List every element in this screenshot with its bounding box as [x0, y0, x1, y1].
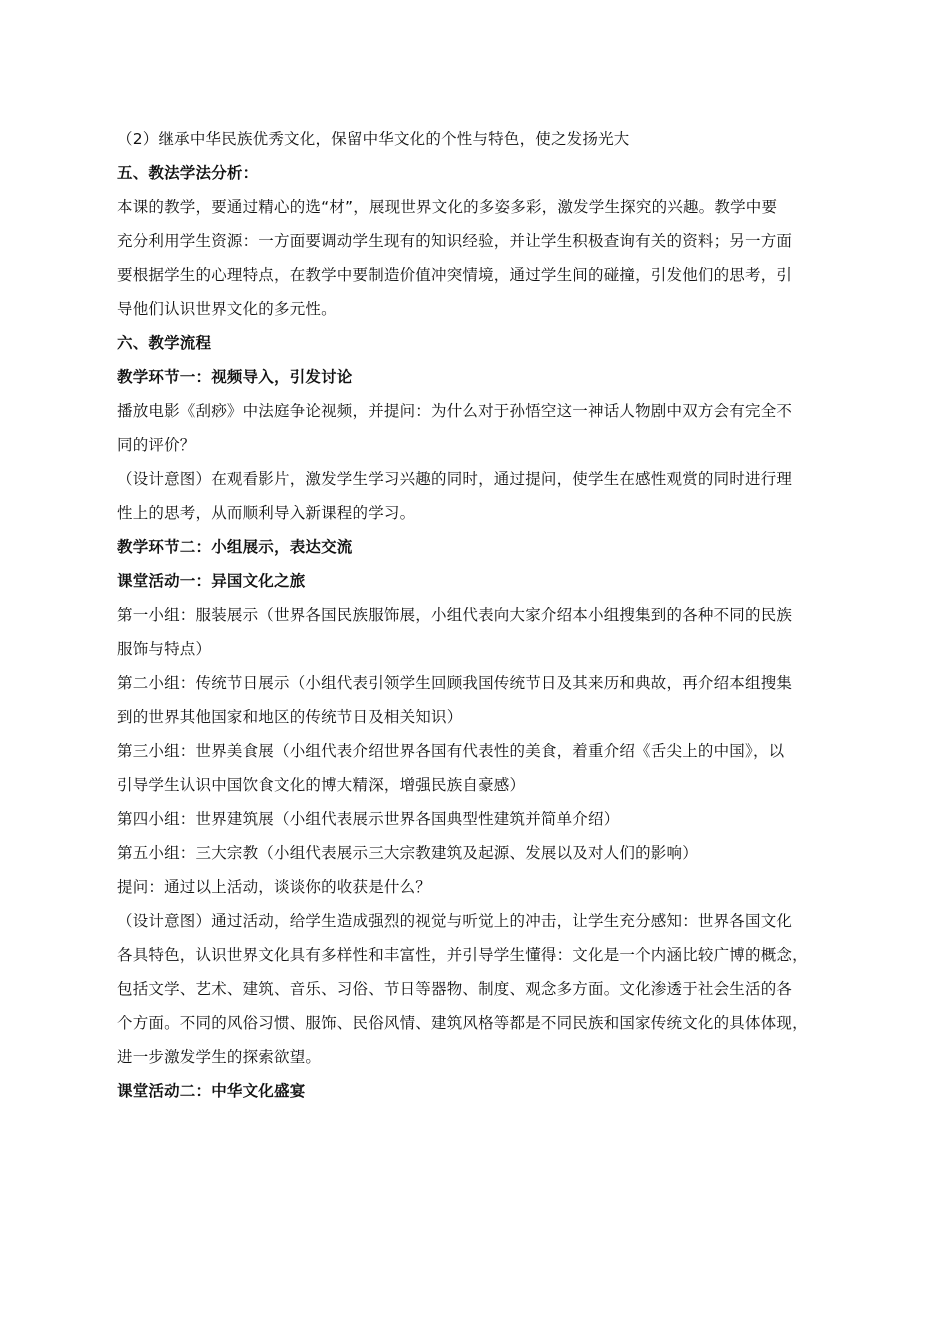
text-line-20: 引导学生认识中国饮食文化的博大精深，增强民族自豪感）: [117, 776, 526, 794]
text-line-1: （2）继承中华民族优秀文化，保留中华文化的个性与特色，使之发扬光大: [117, 130, 630, 148]
text-line-23: 提问：通过以上活动，谈谈你的收获是什么？: [117, 878, 432, 896]
subheading-activity-one: 课堂活动一：异国文化之旅: [117, 572, 306, 590]
text-line-4: 充分利用学生资源：一方面要调动学生现有的知识经验，并让学生积极查询有关的资料；另一方面: [117, 232, 793, 250]
text-line-16: 服饰与特点）: [117, 640, 212, 658]
text-line-22: 第五小组：三大宗教（小组代表展示三大宗教建筑及起源、发展以及对人们的影响）: [117, 844, 698, 862]
text-line-26: 包括文学、艺术、建筑、音乐、习俗、节日等器物、制度、观念多方面。文化渗透于社会生活的各: [117, 980, 793, 998]
text-line-27: 个方面。不同的风俗习惯、服饰、民俗风情、建筑风格等都是不同民族和国家传统文化的具体体现，: [117, 1014, 808, 1032]
subheading-step-one: 教学环节一：视频导入，引发讨论: [117, 368, 353, 386]
text-line-28: 进一步激发学生的探索欲望。: [117, 1048, 322, 1066]
text-line-19: 第三小组：世界美食展（小组代表介绍世界各国有代表性的美食，着重介绍《舌尖上的中国》，以: [117, 742, 785, 760]
text-line-24: （设计意图）通过活动，给学生造成强烈的视觉与听觉上的冲击，让学生充分感知：世界各国文化: [117, 912, 793, 930]
subheading-step-two: 教学环节二：小组展示，表达交流: [117, 538, 353, 556]
text-line-5: 要根据学生的心理特点，在教学中要制造价值冲突情境，通过学生间的碰撞，引发他们的思考，引: [117, 266, 793, 284]
document-body: [117, 122, 841, 1108]
text-line-9: 播放电影《刮痧》中法庭争论视频，并提问：为什么对于孙悟空这一神话人物剧中双方会有完全不: [117, 402, 793, 420]
text-line-17: 第二小组：传统节日展示（小组代表引领学生回顾我国传统节日及其来历和典故，再介绍本组搜集: [117, 674, 793, 692]
text-line-21: 第四小组：世界建筑展（小组代表展示世界各国典型性建筑并简单介绍）: [117, 810, 620, 828]
text-line-11: （设计意图）在观看影片，激发学生学习兴趣的同时，通过提问，使学生在感性观赏的同时进行理: [117, 470, 793, 488]
text-line-3: 本课的教学，要通过精心的选“材”，展现世界文化的多姿多彩，激发学生探究的兴趣。教学中要: [117, 198, 778, 216]
section-heading-teaching-methods: 五、教法学法分析：: [117, 164, 259, 182]
text-line-10: 同的评价？: [117, 436, 196, 454]
section-heading-teaching-process: 六、教学流程: [117, 334, 212, 352]
text-line-25: 各具特色，认识世界文化具有多样性和丰富性，并引导学生懂得：文化是一个内涵比较广博的概念，: [117, 946, 808, 964]
text-line-6: 导他们认识世界文化的多元性。: [117, 300, 337, 318]
text-line-18: 到的世界其他国家和地区的传统节日及相关知识）: [117, 708, 463, 726]
subheading-activity-two: 课堂活动二：中华文化盛宴: [117, 1082, 306, 1100]
text-line-15: 第一小组：服装展示（世界各国民族服饰展，小组代表向大家介绍本小组搜集到的各种不同的民族: [117, 606, 793, 624]
text-line-12: 性上的思考，从而顺利导入新课程的学习。: [117, 504, 416, 522]
